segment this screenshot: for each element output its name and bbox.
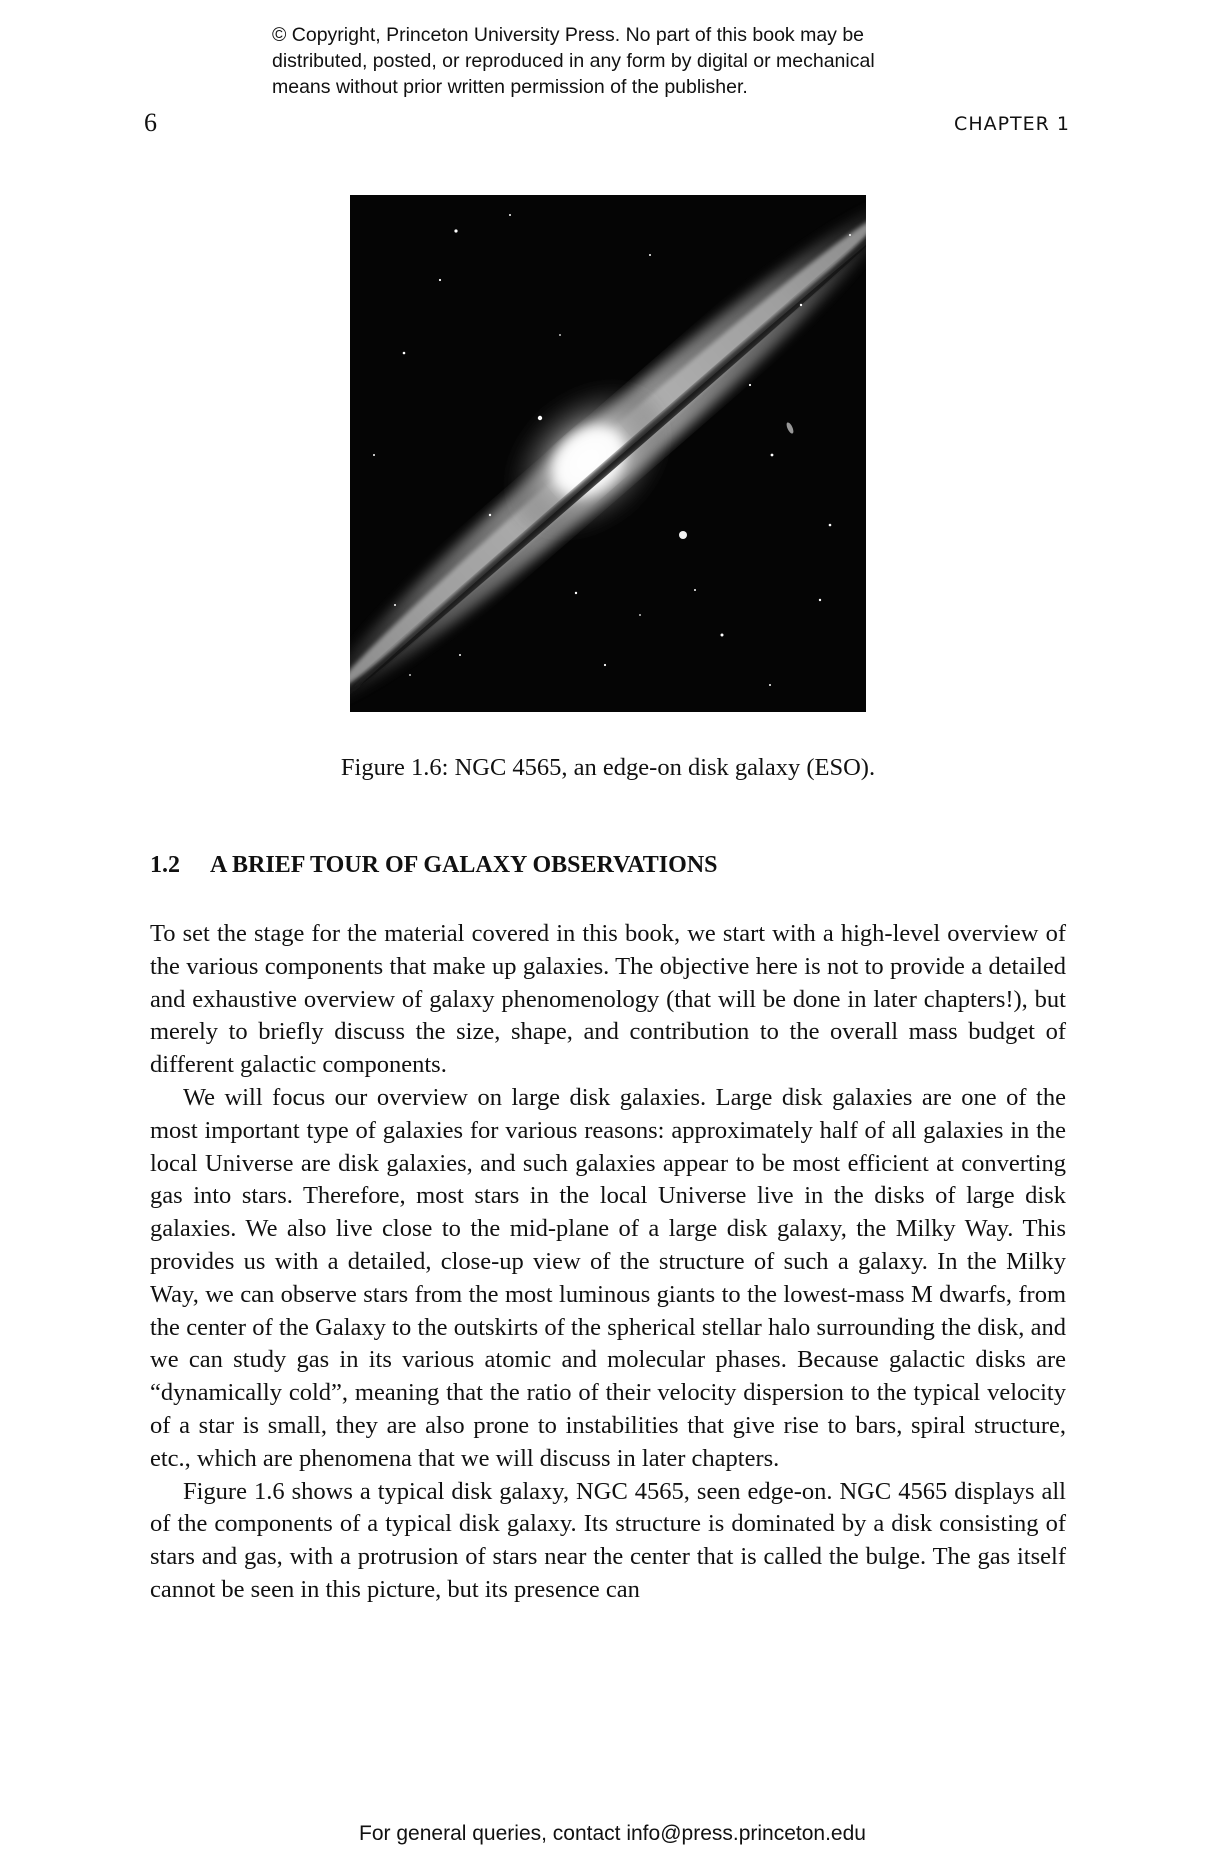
paragraph: Figure 1.6 shows a typical disk galaxy, NGC 4565, seen edge-on. NGC 4565 displays all of the components of a typical disk galaxy. Its structure is dominated by a disk consisting of stars and gas, with a protrusion of stars near the center that is called the bulge. The gas itself cannot be seen in this picture, but its presence can [150,1477,1066,1603]
paragraph: To set the stage for the material covered in this book, we start with a high-level overview of the various components that make up galaxies. The objective here is not to provide a detailed and exhaustive overview of galaxy phenomenology (that will be done in later chapters!), but merely to briefly discuss the size, shape, and contribution to the overall mass budget of different galactic components. [150,920,1066,1079]
copyright-notice [272,22,992,100]
section-title: A BRIEF TOUR OF GALAXY OBSERVATIONS [210,852,718,878]
copyright-line: distributed, posted, or reproduced in any form by digital or mechanical [272,50,875,72]
copyright-line: means without prior written permission of the publisher. [272,76,748,98]
page-number: 6 [144,108,157,137]
running-head: CHAPTER 1 [954,113,1070,135]
footer-contact: For general queries, contact info@press.princeton.edu [359,1822,866,1845]
galaxy-photo [350,195,866,712]
section-heading [150,852,718,879]
body-text [150,918,1066,1607]
section-number: 1.2 [150,852,180,878]
figure-caption: Figure 1.6: NGC 4565, an edge-on disk galaxy (ESO). [340,754,876,781]
copyright-line: © Copyright, Princeton University Press. No part of this book may be [272,24,865,46]
paragraph: We will focus our overview on large disk galaxies. Large disk galaxies are one of the most important type of galaxies for various reasons: approximately half of all galaxies in the local Universe are disk galaxies, and such galaxies appear to be most efficient at converting gas into stars. Therefore, most stars in the local Universe live in the disks of large disk galaxies. We also live close to the mid-plane of a large disk galaxy, the Milky Way. This provides us with a detailed, close-up view of the structure of such a galaxy. In the Milky Way, we can observe stars from the most luminous giants to the lowest-mass M dwarfs, from the center of the Galaxy to the outskirts of the spherical stellar halo surrounding the disk, and we can study gas in its various atomic and molecular phases. Because galactic disks are “dynamically cold”, meaning that the ratio of their velocity dispersion to the typical velocity of a star is small, they are also prone to instabilities that give rise to bars, spiral structure, etc., which are phenomena that we will discuss in later chapters. [150,1083,1066,1472]
